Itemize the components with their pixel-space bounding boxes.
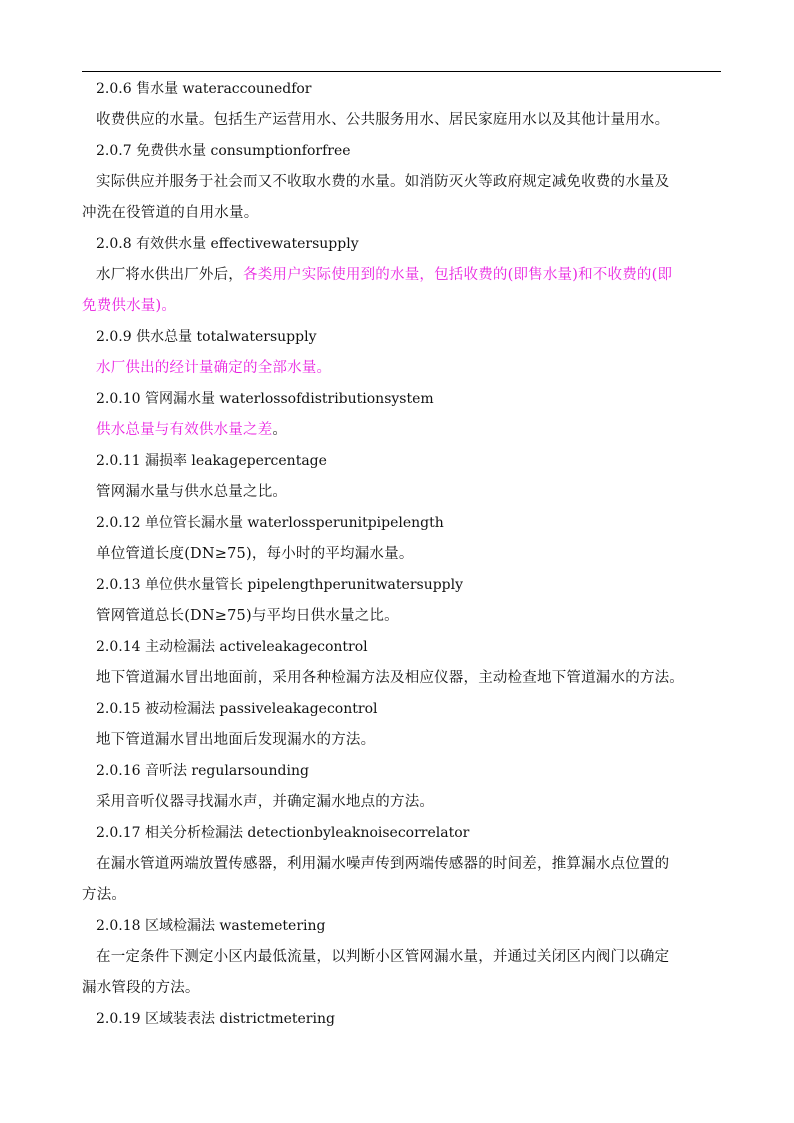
term-definition-2-0-6: 收费供应的水量。包括生产运营用水、公共服务用水、居民家庭用水以及其他计量用水。 bbox=[96, 112, 670, 128]
term-definition-2-0-11: 管网漏水量与供水总量之比。 bbox=[96, 484, 288, 500]
term-heading-2-0-17: 2.0.17 相关分析检漏法 detectionbyleaknoisecorrelator bbox=[96, 825, 470, 841]
term-heading-2-0-12: 2.0.12 单位管长漏水量 waterlossperunitpipelength bbox=[96, 515, 444, 531]
term-definition-2-0-10 bbox=[82, 415, 722, 446]
term-heading-2-0-15: 2.0.15 被动检漏法 passiveleakagecontrol bbox=[96, 701, 378, 717]
term-definition-2-0-9: 水厂供出的经计量确定的全部水量。 bbox=[96, 360, 332, 376]
term-definition-2-0-14: 地下管道漏水冒出地面前，采用各种检漏方法及相应仪器，主动检查地下管道漏水的方法。 bbox=[96, 670, 684, 686]
term-heading-2-0-13: 2.0.13 单位供水量管长 pipelengthperunitwatersupply bbox=[96, 577, 464, 593]
term-definition-2-0-16: 采用音听仪器寻找漏水声，并确定漏水地点的方法。 bbox=[96, 794, 435, 810]
term-definition-2-0-13: 管网管道总长(DN≥75)与平均日供水量之比。 bbox=[96, 608, 399, 624]
definition-text: 水厂将水供出厂外后， bbox=[96, 267, 243, 283]
term-heading-2-0-6: 2.0.6 售水量 wateraccounedfor bbox=[96, 81, 312, 97]
term-heading-2-0-7: 2.0.7 免费供水量 consumptionforfree bbox=[96, 143, 351, 159]
term-heading-2-0-8: 2.0.8 有效供水量 effectivewatersupply bbox=[96, 236, 359, 252]
header-rule bbox=[82, 71, 721, 72]
term-heading-2-0-16: 2.0.16 音听法 regularsounding bbox=[96, 763, 309, 779]
term-heading-2-0-19: 2.0.19 区域装表法 districtmetering bbox=[96, 1011, 335, 1027]
highlighted-definition-text: 各类用户实际使用到的水量，包括收费的(即售水量)和不收费的(即 bbox=[243, 267, 673, 283]
term-definition-2-0-17-continued: 方法。 bbox=[82, 887, 127, 903]
term-definition-2-0-7: 实际供应并服务于社会而又不收取水费的水量。如消防灭火等政府规定减免收费的水量及 bbox=[96, 174, 670, 190]
term-definition-2-0-15: 地下管道漏水冒出地面后发现漏水的方法。 bbox=[96, 732, 376, 748]
term-definition-2-0-8 bbox=[82, 260, 722, 291]
term-heading-2-0-18: 2.0.18 区域检漏法 wastemetering bbox=[96, 918, 326, 934]
term-definition-2-0-12: 单位管道长度(DN≥75)，每小时的平均漏水量。 bbox=[96, 546, 414, 562]
term-heading-2-0-9: 2.0.9 供水总量 totalwatersupply bbox=[96, 329, 317, 345]
term-definition-2-0-18: 在一定条件下测定小区内最低流量，以判断小区管网漏水量，并通过关闭区内阀门以确定 bbox=[96, 949, 670, 965]
definition-punctuation: 。 bbox=[272, 422, 288, 438]
term-heading-2-0-11: 2.0.11 漏损率 leakagepercentage bbox=[96, 453, 327, 469]
term-definition-2-0-7-continued: 冲洗在役管道的自用水量。 bbox=[82, 205, 259, 221]
term-definition-2-0-8-continued: 免费供水量)。 bbox=[82, 298, 177, 314]
highlighted-definition-text: 供水总量与有效供水量之差 bbox=[96, 422, 273, 438]
term-definition-2-0-18-continued: 漏水管段的方法。 bbox=[82, 980, 200, 996]
term-definition-2-0-17: 在漏水管道两端放置传感器，利用漏水噪声传到两端传感器的时间差，推算漏水点位置的 bbox=[96, 856, 670, 872]
document-body bbox=[82, 74, 722, 1035]
term-heading-2-0-10: 2.0.10 管网漏水量 waterlossofdistributionsystem bbox=[96, 391, 434, 407]
term-heading-2-0-14: 2.0.14 主动检漏法 activeleakagecontrol bbox=[96, 639, 368, 655]
